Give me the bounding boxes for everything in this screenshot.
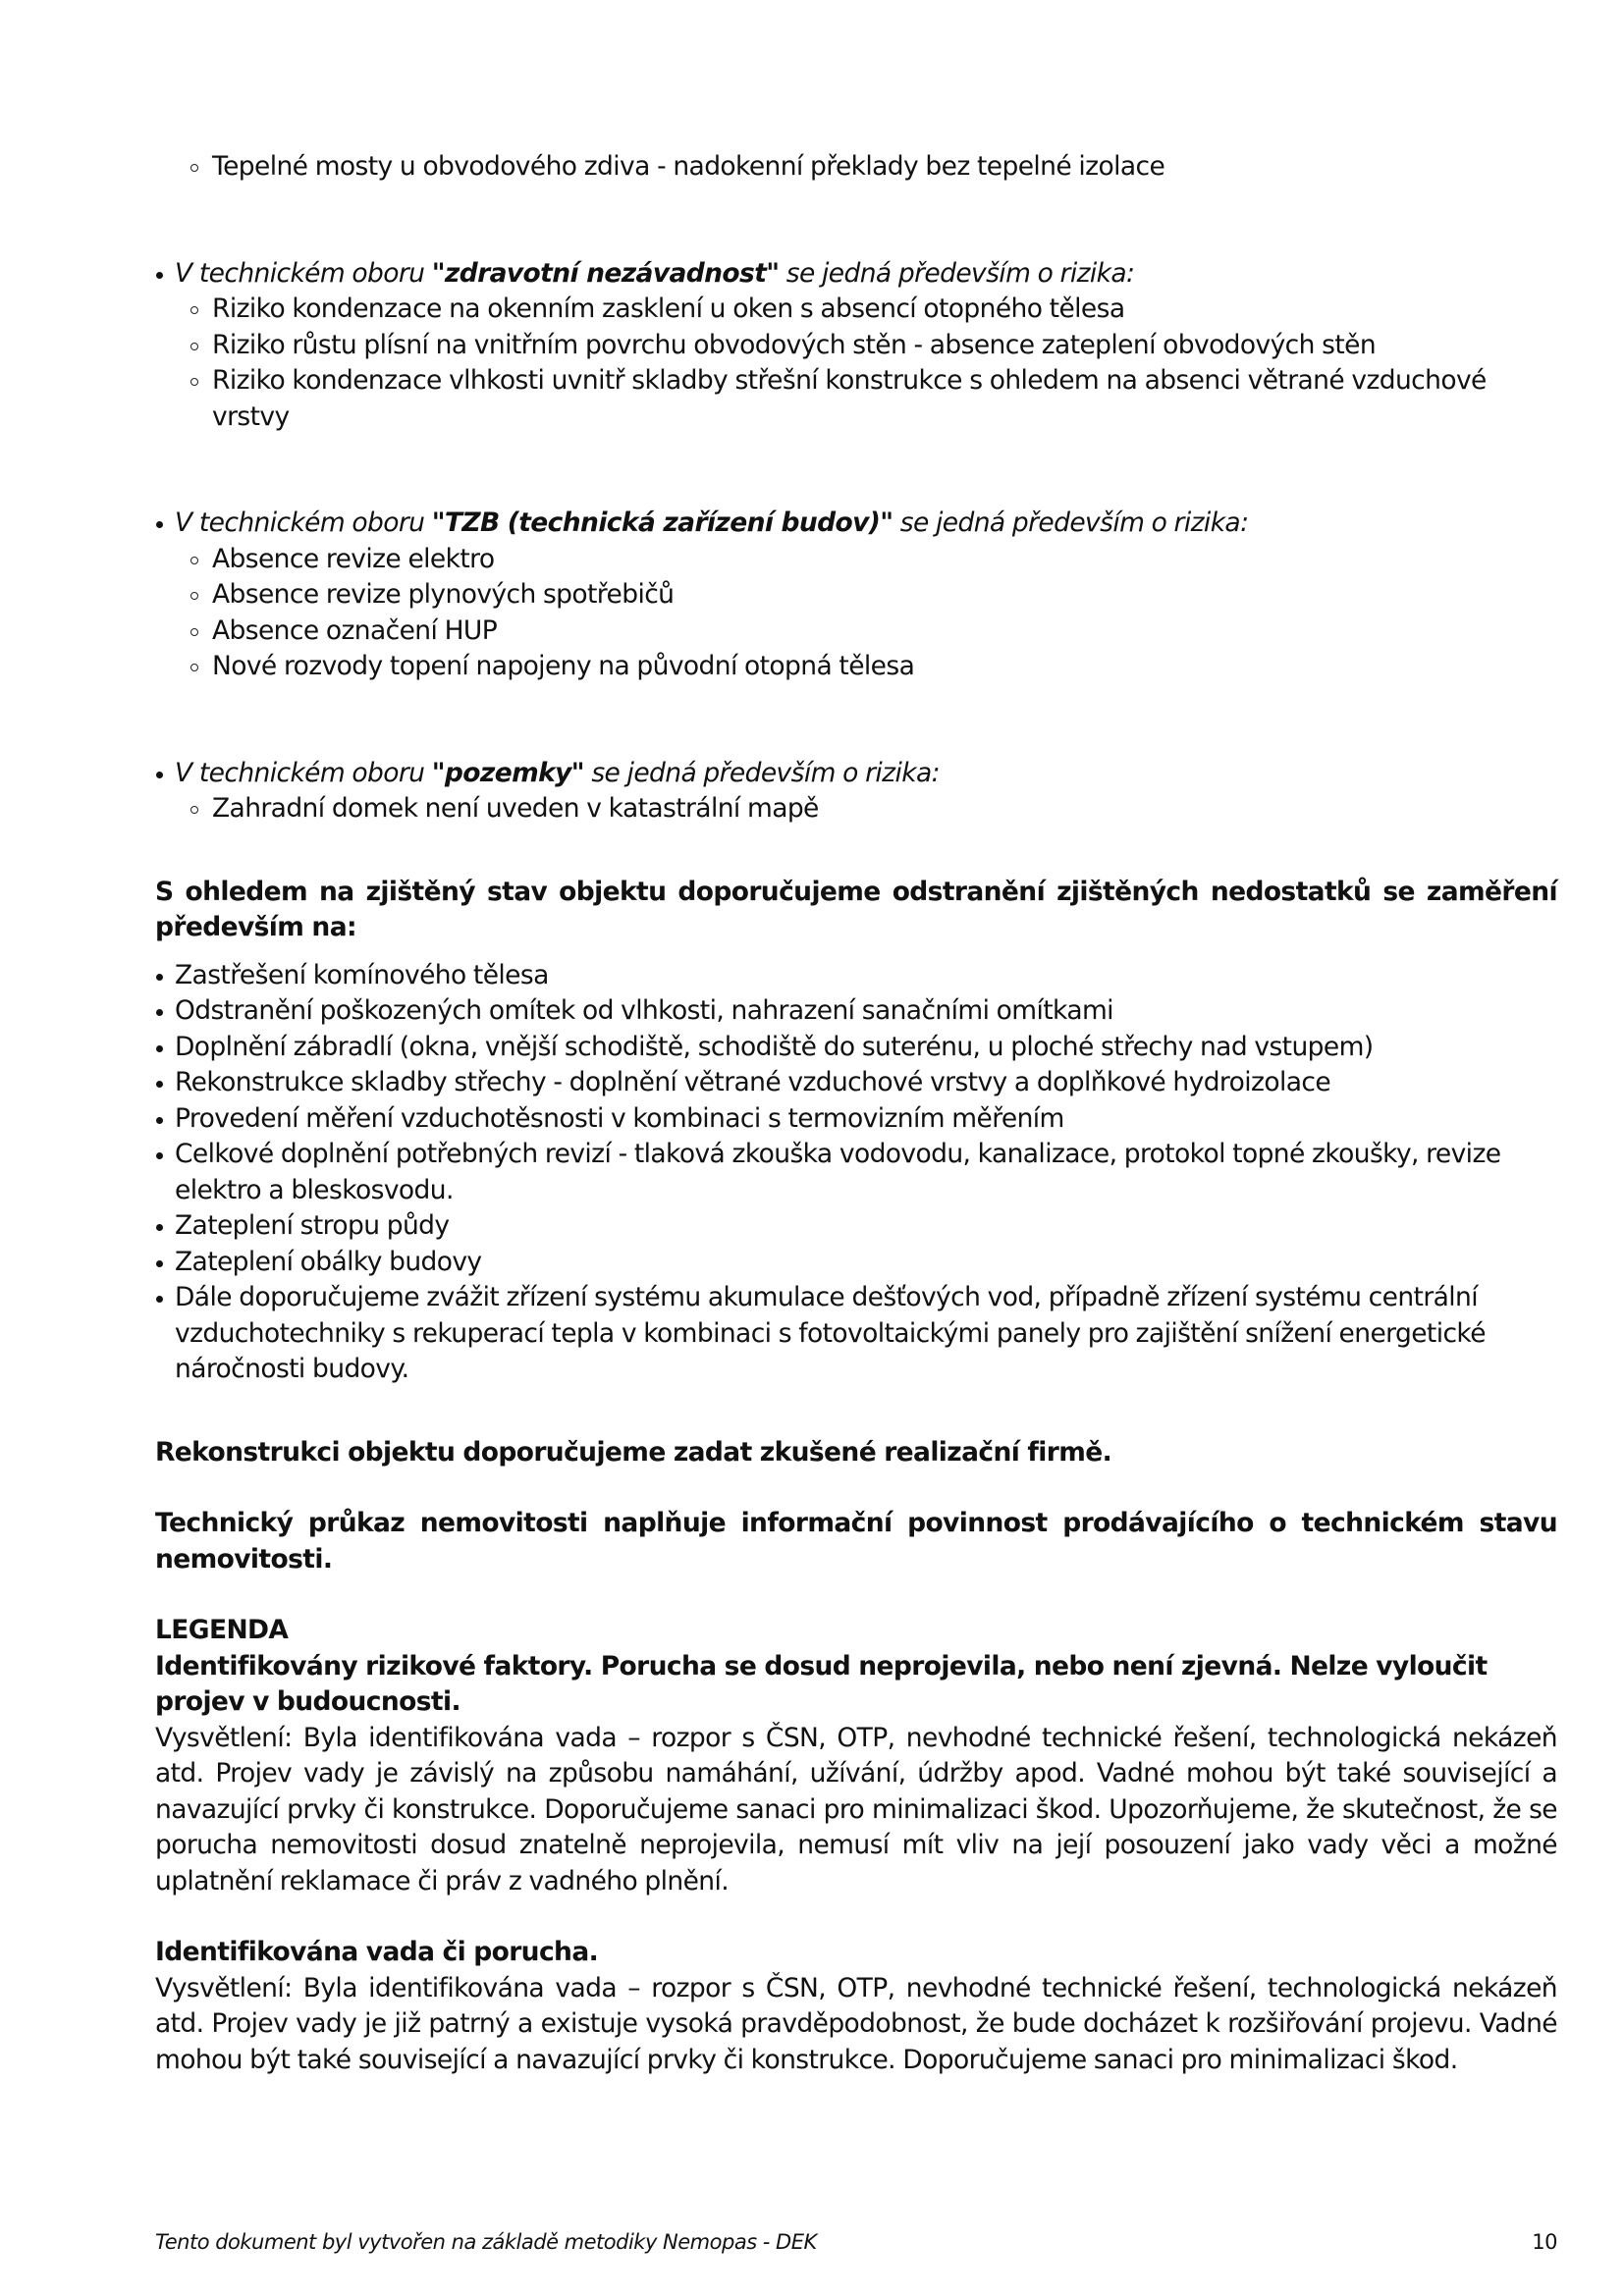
section-field-name: "TZB (technická zařízení budov)" — [431, 507, 893, 538]
list-item: Absence revize plynových spotřebičů — [155, 577, 1557, 614]
section-risk-list — [155, 791, 1557, 828]
list-item: Riziko kondenzace vlhkosti uvnitř skladby střešní konstrukce s ohledem na absenci větrané vzduchové vrstvy — [155, 363, 1557, 435]
intro-sub-list — [155, 149, 1557, 186]
list-item: Dále doporučujeme zvážit zřízení systému akumulace dešťových vod, případně zřízení systému centrální vzduchotechniky s rekuperací tepla v kombinaci s fotovoltaickými panely pro zajištění snížení energetické náročnosti budovy. — [155, 1280, 1557, 1388]
legend-entry-heading: Identifikovány rizikové faktory. Porucha se dosud neprojevila, nebo není zjevná. Nelze vyloučit projev v budoucnosti. — [155, 1650, 1488, 1717]
list-item: Absence revize elektro — [155, 542, 1557, 578]
list-item: Zateplení stropu půdy — [155, 1208, 1557, 1245]
section-field-name: "zdravotní nezávadnost" — [431, 257, 780, 289]
recommendation-heading: S ohledem na zjištěný stav objektu doporučujeme odstranění zjištěných nedostatků se zaměření především na: — [155, 876, 1557, 942]
legend-entry-text: Vysvětlení: Byla identifikována vada – rozpor s ČSN, OTP, nevhodné technické řešení, technologická nekázeň atd. Projev vady je již patrný a existuje vysoká pravděpodobnost, že bude docházet k rozšiřování projevu. Vadné mohou být také související a navazující prvky či konstrukce. Doporučujeme sanaci pro minimalizaci škod. — [155, 1972, 1557, 2075]
list-item: Zateplení obálky budovy — [155, 1245, 1557, 1281]
list-item: Zastřešení komínového tělesa — [155, 958, 1557, 994]
section-heading: V technickém oboru "zdravotní nezávadnost" se jedná především o rizika: — [155, 256, 1557, 293]
list-item: Provedení měření vzduchotěsnosti v kombinaci s termovizním měřením — [155, 1101, 1557, 1138]
section-heading: V technickém oboru "TZB (technická zařízení budov)" se jedná především o rizika: — [155, 506, 1557, 542]
section-field-name: "pozemky" — [431, 757, 584, 788]
page-number: 10 — [1532, 2230, 1557, 2254]
recommendation-list — [155, 958, 1557, 1388]
list-item: Tepelné mosty u obvodového zdiva - nadokenní překlady bez tepelné izolace — [155, 149, 1557, 186]
legend-entry-text: Vysvětlení: Byla identifikována vada – rozpor s ČSN, OTP, nevhodné technické řešení, technologická nekázeň atd. Projev vady je závislý na způsobu namáhání, užívání, údržby apod. Vadné mohou být také související a navazující prvky či konstrukce. Doporučujeme sanaci pro minimalizaci škod. Upozorňujeme, že skutečnost, že se porucha nemovitosti dosud znatelně neprojevila, nemusí mít vliv na její posouzení jako vady věci a možné uplatnění reklamace či práv z vadného plnění. — [155, 1722, 1557, 1896]
legend-title: LEGENDA — [155, 1615, 289, 1645]
list-item: Rekonstrukce skladby střechy - doplnění větrané vzduchové vrstvy a doplňkové hydroizolace — [155, 1065, 1557, 1101]
footer-note: Tento dokument byl vytvořen na základě metodiky Nemopas - DEK — [155, 2230, 817, 2254]
statement-contractor: Rekonstrukci objektu doporučujeme zadat zkušené realizační firmě. — [155, 1436, 1112, 1468]
list-item: Zahradní domek není uveden v katastrální mapě — [155, 791, 1557, 828]
legend-entry-heading: Identifikována vada či porucha. — [155, 1937, 599, 1967]
list-item: Absence označení HUP — [155, 614, 1557, 650]
section-risk-list — [155, 292, 1557, 435]
list-item: Riziko růstu plísní na vnitřním povrchu obvodových stěn - absence zateplení obvodových stěn — [155, 328, 1557, 364]
section-tzb — [155, 506, 1557, 542]
list-item: Odstranění poškozených omítek od vlhkosti, nahrazení sanačními omítkami — [155, 993, 1557, 1030]
section-pozemky — [155, 756, 1557, 792]
section-zdravotni-nezavadnost — [155, 256, 1557, 293]
statement-information-duty: Technický průkaz nemovitosti naplňuje informační povinnost prodávajícího o technickém stavu nemovitosti. — [155, 1508, 1557, 1575]
list-item: Nové rozvody topení napojeny na původní otopná tělesa — [155, 649, 1557, 685]
list-item: Doplnění zábradlí (okna, vnější schodiště, schodiště do suterénu, u ploché střechy nad vstupem) — [155, 1030, 1557, 1066]
section-heading: V technickém oboru "pozemky" se jedná především o rizika: — [155, 756, 1557, 792]
document-page — [155, 149, 1557, 2078]
section-risk-list — [155, 542, 1557, 685]
list-item: Riziko kondenzace na okenním zasklení u oken s absencí otopného tělesa — [155, 292, 1557, 328]
list-item: Celkové doplnění potřebných revizí - tlaková zkouška vodovodu, kanalizace, protokol topné zkoušky, revize elektro a bleskosvodu. — [155, 1137, 1557, 1208]
page-footer — [155, 2230, 1557, 2254]
